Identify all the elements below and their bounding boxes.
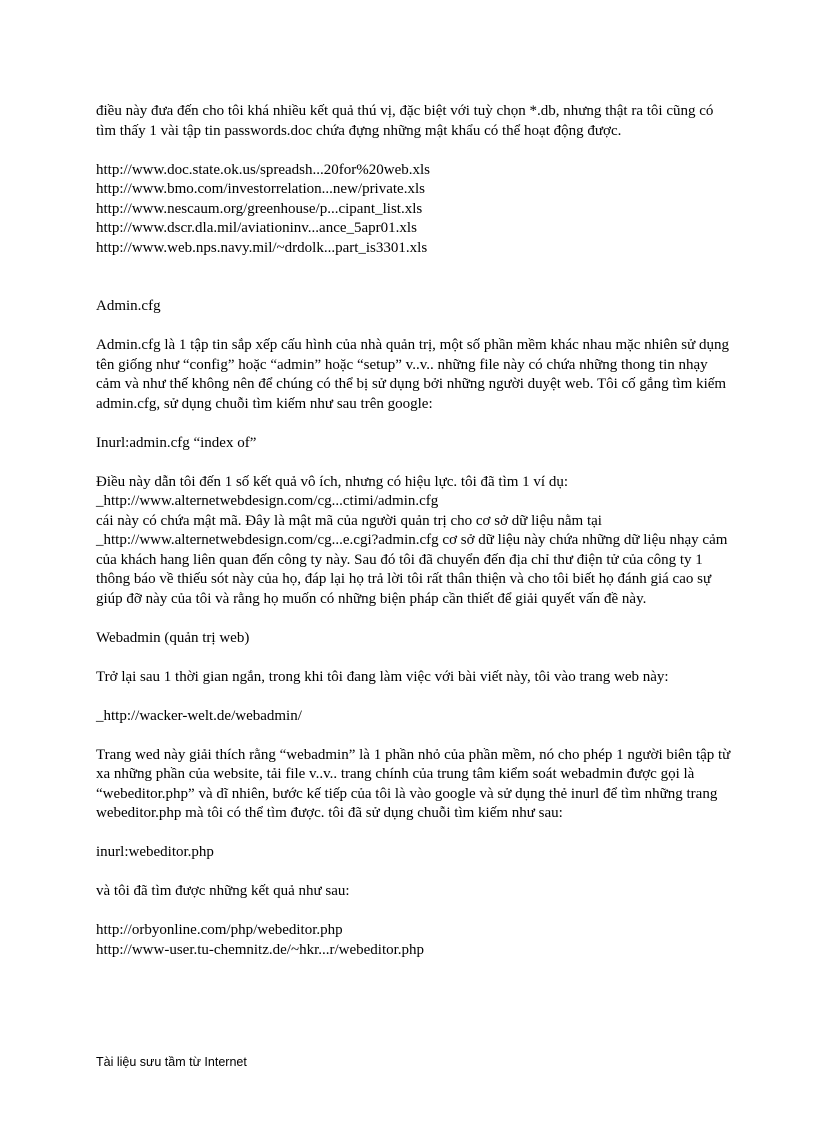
intro-paragraph: điều này đưa đến cho tôi khá nhiều kết quả thú vị, đặc biệt với tuỳ chọn *.db, nhưng thật ra tôi cũng có tìm thấy 1 vài tập tin passwords.doc chứa đựng những mật khẩu có thể hoạt động được. [96,103,714,139]
result-paragraph: Điều này dẫn tôi đến 1 số kết quả vô ích, nhưng có hiệu lực. tôi đã tìm 1 ví dụ: _http://www.alternetwebdesign.com/cg...ctimi/admin.cfg cái này có chứa mật mã. Đây là mật mã của người quản trị cho cơ sở dữ liệu nằm tại _http://www.alternetwebdesign.com/cg...e.cgi?admin.cfg cơ sở dữ liệu này chứa những dữ liệu nhạy cảm của khách hang liên quan đến công ty này. Sau đó tôi đã chuyển đến địa chỉ thư điện tử của công ty 1 thông báo về thiếu sót này của họ, đáp lại họ trả lời tôi rất thân thiện và cho tôi biết họ đánh giá cao sự giúp đỡ này của tôi và rằng họ muốn có những biện pháp cần thiết để giải quyết vấn đề này. [96,473,728,607]
document-body [96,102,736,960]
search-query-admin: Inurl:admin.cfg “index of” [96,434,257,451]
spreadsheet-links: http://www.doc.state.ok.us/spreadsh...20for%20web.xls http://www.bmo.com/investorrelation...new/private.xls http://www.nescaum.org/greenhouse/p...cipant_list.xls http://www.dscr.dla.mil/aviationinv...ance_5apr01.xls http://www.web.nps.navy.mil/~drdolk...part_is3301.xls [96,161,430,256]
webadmin-paragraph: Trang wed này giải thích rằng “webadmin” là 1 phần nhỏ của phần mềm, nó cho phép 1 người biên tập từ xa những phần của website, tải file v..v.. trang chính của trung tâm kiểm soát webadmin được gọi là “webeditor.php” và dĩ nhiên, bước kế tiếp của tôi là vào google và sử dụng thẻ inurl để tìm những trang webeditor.php mà tôi có thể tìm được. tôi đã sử dụng chuỗi tìm kiếm như sau: [96,746,731,821]
admin-cfg-paragraph: Admin.cfg là 1 tập tin sắp xếp cấu hình của nhà quản trị, một số phần mềm khác nhau mặc nhiên sử dụng tên giống như “config” hoặc “admin” hoặc “setup” v..v.. những file này có chứa những thong tin nhạy cảm và như thế không nên để chúng có thể bị sử dụng bởi những người duyệt web. Tôi cố gắng tìm kiếm admin.cfg, sử dụng chuỗi tìm kiếm như sau trên google: [96,337,729,412]
webeditor-links: http://orbyonline.com/php/webeditor.php http://www-user.tu-chemnitz.de/~hkr...r/webeditor.php [96,922,425,958]
wacker-link: _http://wacker-welt.de/webadmin/ [96,707,302,724]
found-paragraph: và tôi đã tìm được những kết quả như sau: [96,883,350,899]
return-paragraph: Trở lại sau 1 thời gian ngắn, trong khi tôi đang làm việc với bài viết này, tôi vào trang web này: [96,668,669,685]
heading-webadmin: Webadmin (quản trị web) [96,629,250,646]
page-footer: Tài liệu sưu tầm từ Internet [96,1055,247,1069]
search-query-webeditor: inurl:webeditor.php [96,844,214,860]
heading-admin-cfg: Admin.cfg [96,298,161,314]
